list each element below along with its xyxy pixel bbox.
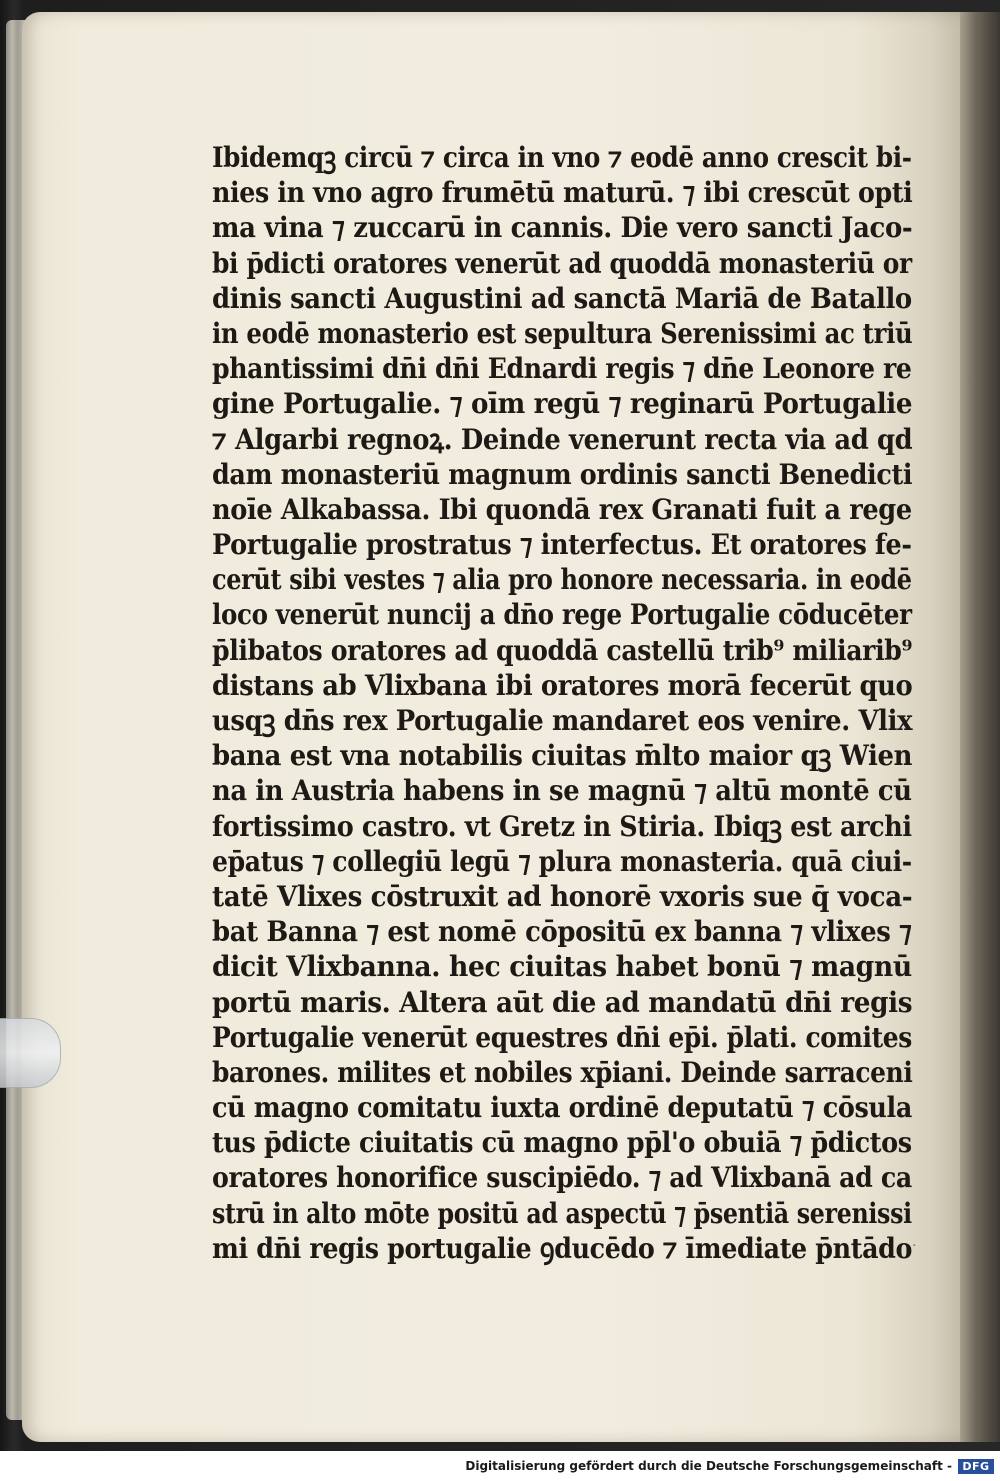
text-line: barones. milites et nobiles xp̄iani. Deinde sarraceni bbox=[212, 1055, 913, 1089]
text-line: Portugalie venerūt equestres dn̄i ep̄i. p̄lati. comites bbox=[212, 1020, 912, 1054]
text-line: strū in alto mōte positū ad aspectū ⁊ p̄sentiā serenissi bbox=[212, 1196, 912, 1230]
text-line: portū maris. Altera aūt die ad mandatū dn̄i regis bbox=[212, 985, 913, 1019]
text-line: dam monasteriū magnum ordinis sancti Benedicti bbox=[212, 457, 913, 491]
text-line: tatē Vlixes cōstruxit ad honorē vxoris sue q̄ voca- bbox=[212, 879, 913, 913]
text-line: gine Portugalie. ⁊ oīm regū ⁊ reginarū Portugalie bbox=[212, 387, 913, 421]
text-line: in eodē monasterio est sepultura Serenissimi ac triū bbox=[212, 316, 913, 350]
footer-bar bbox=[0, 1451, 1000, 1481]
text-line: ep̄atus ⁊ collegiū legū ⁊ plura monasteria. quā ciui- bbox=[212, 844, 912, 878]
funding-credit: Digitalisierung gefördert durch die Deutsche Forschungsgemeinschaft - bbox=[465, 1459, 952, 1473]
dfg-logo: DFG bbox=[958, 1459, 994, 1474]
text-line: bana est vna notabilis ciuitas m̄lto maior qꝫ Wien bbox=[212, 739, 913, 773]
text-line: cū magno comitatu iuxta ordinē deputatū ⁊ cōsula bbox=[212, 1091, 912, 1125]
text-line: nies in vno agro frumētū maturū. ⁊ ibi crescūt opti bbox=[212, 176, 913, 210]
text-line: tus p̄dicte ciuitatis cū magno pp̄l'o obuiā ⁊ p̄dictos bbox=[212, 1126, 912, 1160]
book-gutter bbox=[960, 12, 1000, 1442]
text-line: fortissimo castro. vt Gretz in Stiria. Ibiqꝫ est archi bbox=[212, 809, 912, 843]
text-line: Portugalie prostratus ⁊ interfectus. Et oratores fe- bbox=[212, 528, 912, 562]
text-line: phantissimi dn̄i dn̄i Ednardi regis ⁊ dn̄e Leonore re bbox=[212, 352, 912, 386]
text-line: bat Banna ⁊ est nomē cōpositū ex banna ⁊ vlixes ⁊ bbox=[212, 915, 912, 949]
text-line: dinis sancti Augustini ad sanctā Mariā de Batallo bbox=[212, 281, 912, 315]
text-line: p̄libatos oratores ad quoddā castellū trib⁹ miliarib⁹ bbox=[212, 633, 913, 667]
text-line: mi dn̄i regis portugalie ꝯducēdo ⁊ īmediate p̄ntādo bbox=[212, 1231, 913, 1265]
margin-mark: · bbox=[912, 1238, 917, 1254]
text-line: loco venerūt nuncij a dn̄o rege Portugalie cōducēter bbox=[212, 598, 912, 632]
text-line: na in Austria habens in se magnū ⁊ altū montē cū bbox=[212, 774, 912, 808]
text-line: usqꝫ dn̄s rex Portugalie mandaret eos venire. Vlix bbox=[212, 704, 913, 737]
ribbon-tab bbox=[0, 1018, 61, 1088]
text-line: dicit Vlixbanna. hec ciuitas habet bonū ⁊ magnū bbox=[212, 950, 912, 984]
text-line: bi p̄dicti oratores venerūt ad quoddā monasteriū or bbox=[212, 246, 912, 280]
page-text bbox=[212, 140, 912, 1266]
text-line: oratores honorifice suscipiēdo. ⁊ ad Vlixbanā ad ca bbox=[212, 1161, 912, 1195]
text-line: ⁊ Algarbi regnoꝝ. Deinde venerunt recta via ad qd bbox=[212, 422, 913, 456]
text-line: cerūt sibi vestes ⁊ alia pro honore necessaria. in eodē bbox=[212, 563, 912, 597]
text-line: Ibidemqꝫ circū ⁊ circa in vno ⁊ eodē anno crescit bi- bbox=[212, 141, 912, 174]
text-line: noīe Alkabassa. Ibi quondā rex Granati fuit a rege bbox=[212, 492, 912, 526]
text-line: distans ab Vlixbana ibi oratores morā fecerūt quo bbox=[212, 668, 913, 702]
text-line: ma vina ⁊ zuccarū in cannis. Die vero sancti Jaco- bbox=[212, 211, 913, 245]
